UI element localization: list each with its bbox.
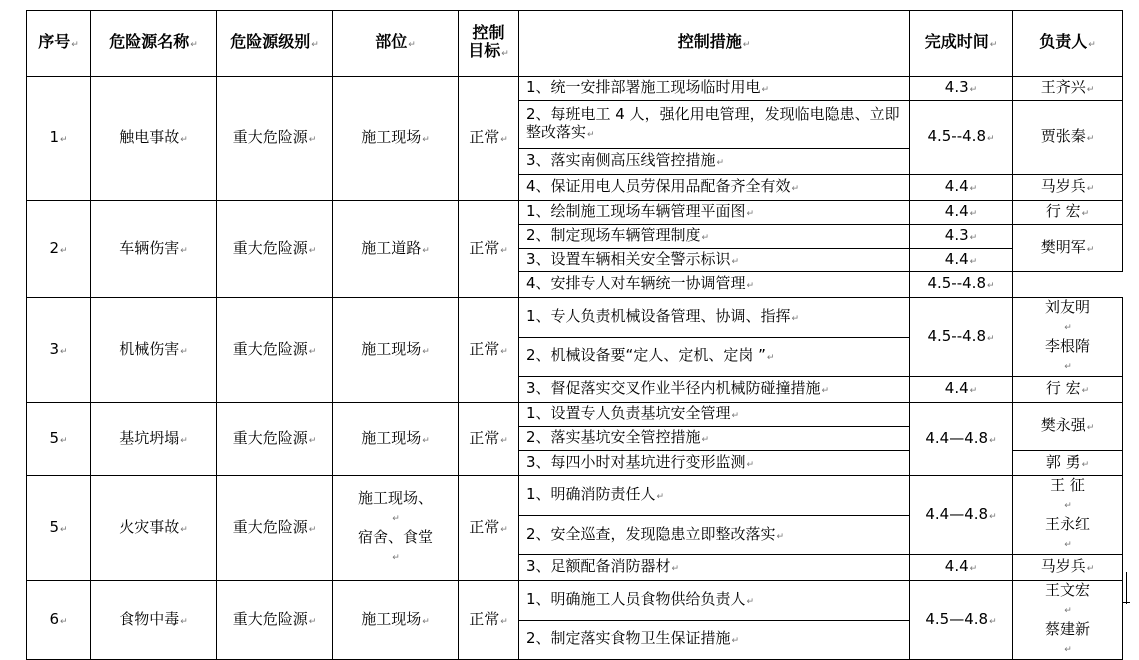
owner-cell (1013, 101, 1123, 175)
cell-text: 正常 (469, 517, 500, 536)
cell-text: 4、安排专人对车辆统一协调管理 (526, 274, 746, 292)
cell-line-wrap (1017, 476, 1118, 515)
paragraph-mark: ↵ (422, 135, 430, 145)
paragraph-mark: ↵ (60, 245, 68, 256)
cell-line: 刘友明 (1044, 298, 1090, 316)
completion-time-cell (910, 403, 1013, 476)
cell-text: 马岁兵 (1040, 177, 1086, 195)
cell-text: 1、绘制施工现场车辆管理平面图 (526, 202, 746, 220)
paragraph-mark: ↵ (969, 184, 978, 194)
paragraph-mark: ↵ (1081, 209, 1090, 219)
cell-text: 重大危险源 (232, 339, 308, 358)
paragraph-mark: ↵ (716, 158, 725, 168)
cell-line: 王永红 (1044, 515, 1090, 533)
cell-text: 4.4—4.8 (925, 504, 989, 523)
cell-text: 3、每四小时对基坑进行变形监测 (526, 452, 746, 471)
paragraph-mark: ↵ (308, 524, 317, 535)
cell-text: 1、专人负责机械设备管理、协调、指挥 (526, 306, 791, 325)
table-row (27, 581, 1123, 621)
paragraph-mark: ↵ (308, 135, 317, 145)
cell-line-wrap (1017, 515, 1118, 554)
cell-text: 触电事故 (119, 128, 180, 146)
paragraph-mark: ↵ (422, 245, 430, 256)
header-row (27, 11, 1123, 77)
cell-text: 1、设置专人负责基坑安全管理 (526, 404, 731, 422)
table-row (27, 403, 1123, 427)
paragraph-mark: ↵ (969, 233, 978, 243)
completion-time-cell (910, 298, 1013, 377)
measure-cell (519, 272, 910, 298)
completion-time-cell (910, 101, 1013, 175)
paragraph-mark: ↵ (766, 353, 775, 364)
measure-cell (519, 225, 910, 249)
hazard-level-cell (217, 403, 333, 476)
header-seq: 序号↵ (27, 11, 91, 77)
cell-text: 1、明确施工人员食物供给负责人 (526, 589, 746, 608)
hazard-level-cell (217, 201, 333, 298)
paragraph-mark: ↵ (987, 134, 995, 144)
header-target: 控制 目标↵ (459, 11, 519, 77)
paragraph-mark: ↵ (1064, 606, 1072, 616)
hazard-name-cell (91, 403, 217, 476)
paragraph-mark: ↵ (60, 135, 68, 145)
location-cell (333, 403, 459, 476)
paragraph-mark: ↵ (987, 281, 995, 291)
seq-cell (27, 476, 91, 581)
cell-text: 3、督促落实交叉作业半径内机械防碰撞措施 (526, 379, 821, 397)
target-cell (459, 77, 519, 201)
paragraph-mark: ↵ (180, 435, 188, 446)
paragraph-mark: ↵ (500, 135, 508, 145)
completion-time-cell (910, 249, 1013, 272)
completion-time-cell (910, 581, 1013, 660)
paragraph-mark: ↵ (308, 245, 317, 256)
cell-text: 3、设置车辆相关安全警示标识 (526, 249, 731, 268)
paragraph-mark: ↵ (989, 616, 997, 627)
cell-text: 4.4 (944, 177, 969, 195)
paragraph-mark: ↵ (1086, 184, 1095, 194)
paragraph-mark: ↵ (671, 564, 680, 574)
paragraph-mark: ↵ (180, 616, 188, 627)
target-cell (459, 403, 519, 476)
measure-cell (519, 476, 910, 516)
target-cell (459, 298, 519, 403)
paragraph-mark: ↵ (587, 130, 595, 140)
cell-text: 4.5--4.8 (927, 127, 986, 145)
header-time: 完成时间↵ (910, 11, 1013, 77)
cell-text: 重大危险源 (232, 428, 308, 447)
cell-text: 2、制定现场车辆管理制度 (526, 226, 701, 244)
cell-line-wrap (337, 528, 454, 567)
cell-text: 马岁兵 (1040, 557, 1086, 575)
text-cursor (1126, 572, 1127, 604)
measure-cell (519, 149, 910, 175)
measure-cell (519, 298, 910, 338)
paragraph-mark: ↵ (1081, 459, 1090, 470)
header-owner: 负责人↵ (1013, 11, 1123, 77)
seq-cell (27, 581, 91, 660)
paragraph-mark: ↵ (746, 459, 755, 470)
table-row (27, 476, 1123, 516)
hazard-name-cell (91, 201, 217, 298)
paragraph-mark: ↵ (987, 333, 995, 344)
header-location: 部位↵ (333, 11, 459, 77)
measure-cell (519, 101, 910, 149)
paragraph-mark: ↵ (500, 245, 508, 256)
measure-cell (519, 581, 910, 621)
cell-text: 行 宏 (1045, 379, 1081, 397)
completion-time-cell (910, 377, 1013, 403)
cell-text: 樊永强 (1040, 416, 1086, 434)
hazard-name-cell (91, 581, 217, 660)
cell-text: 机械伤害 (119, 339, 180, 358)
paragraph-mark: ↵ (761, 85, 770, 95)
location-cell (333, 298, 459, 403)
header-measures: 控制措施↵ (519, 11, 910, 77)
cell-text: 火灾事故 (119, 517, 180, 536)
paragraph-mark: ↵ (422, 435, 430, 446)
cell-text: 2、每班电工 4 人，强化用电管理，发现临电隐患、立即整改落实 (526, 105, 900, 141)
completion-time-cell (910, 476, 1013, 555)
paragraph-mark: ↵ (1064, 645, 1072, 655)
paragraph-mark: ↵ (969, 564, 978, 574)
owner-cell (1013, 77, 1123, 101)
cell-line-wrap (1017, 620, 1118, 659)
paragraph-mark: ↵ (731, 411, 740, 421)
paragraph-mark: ↵ (392, 514, 400, 524)
cell-line: 宿舍、食堂 (357, 528, 433, 546)
cell-line-wrap (337, 489, 454, 528)
cell-line-wrap (1017, 298, 1118, 337)
cell-text: 施工现场 (361, 609, 422, 628)
completion-time-cell (910, 175, 1013, 201)
location-cell (333, 201, 459, 298)
cell-text: 2、落实基坑安全管控措施 (526, 428, 701, 446)
paragraph-mark: ↵ (180, 346, 188, 357)
paragraph-mark: ↵ (180, 245, 188, 256)
cell-text: 5 (49, 428, 59, 447)
hazard-level-cell (217, 298, 333, 403)
owner-cell (1013, 451, 1123, 476)
hazard-name-cell (91, 476, 217, 581)
cell-text: 食物中毒 (119, 609, 180, 628)
cell-line-wrap (1017, 337, 1118, 376)
paragraph-mark: ↵ (746, 209, 755, 219)
paragraph-mark: ↵ (1081, 386, 1090, 396)
paragraph-mark: ↵ (969, 209, 978, 219)
measure-cell (519, 451, 910, 476)
paragraph-mark: ↵ (60, 524, 68, 535)
cell-text: 重大危险源 (232, 238, 308, 257)
owner-cell (1013, 225, 1123, 272)
cell-text: 正常 (469, 238, 500, 257)
measure-cell (519, 337, 910, 377)
table-row (27, 77, 1123, 101)
cell-text: 4.4 (944, 557, 969, 575)
cell-text: 3 (49, 339, 59, 358)
cell-text: 4.4 (944, 249, 969, 268)
table-row (27, 201, 1123, 225)
paragraph-mark: ↵ (821, 386, 830, 396)
cell-text: 4.5—4.8 (925, 609, 989, 628)
completion-time-cell (910, 555, 1013, 581)
paragraph-mark: ↵ (1086, 423, 1095, 433)
paragraph-mark: ↵ (731, 636, 740, 647)
paragraph-mark: ↵ (701, 233, 710, 243)
measure-cell (519, 555, 910, 581)
paragraph-mark: ↵ (791, 184, 800, 194)
target-cell (459, 581, 519, 660)
cell-text: 1 (49, 128, 59, 146)
cell-text: 重大危险源 (232, 609, 308, 628)
cell-text: 2、安全巡查，发现隐患立即整改落实 (526, 524, 776, 543)
measure-cell (519, 249, 910, 272)
owner-cell (1013, 555, 1123, 581)
paragraph-mark: ↵ (1064, 501, 1072, 511)
owner-cell (1013, 581, 1123, 660)
cell-text: 4.5--4.8 (927, 274, 986, 292)
cell-text: 2、制定落实食物卫生保证措施 (526, 629, 731, 648)
cell-text: 施工现场 (361, 339, 422, 358)
cell-text: 4.5--4.8 (927, 326, 986, 345)
cell-text: 2、机械设备要“定人、定机、定岗 ” (526, 346, 766, 365)
paragraph-mark: ↵ (422, 346, 430, 357)
paragraph-mark: ↵ (1064, 540, 1072, 550)
paragraph-mark: ↵ (1064, 323, 1072, 333)
paragraph-mark: ↵ (308, 346, 317, 357)
paragraph-mark: ↵ (969, 256, 978, 267)
cell-line: 王文宏 (1044, 581, 1090, 599)
cell-text: 重大危险源 (232, 517, 308, 536)
hazard-control-table (26, 10, 1123, 660)
cell-text: 正常 (469, 339, 500, 358)
cell-text: 车辆伤害 (119, 238, 180, 257)
owner-cell (1013, 403, 1123, 451)
cell-text: 4.4 (944, 379, 969, 397)
completion-time-cell (910, 201, 1013, 225)
measure-cell (519, 77, 910, 101)
header-level: 危险源级别↵ (217, 11, 333, 77)
paragraph-mark: ↵ (969, 85, 978, 95)
cell-text: 施工现场 (361, 128, 422, 146)
location-cell (333, 77, 459, 201)
paragraph-mark: ↵ (180, 135, 188, 145)
paragraph-mark: ↵ (989, 435, 997, 446)
cell-text: 4.3 (944, 78, 969, 96)
cell-text: 1、明确消防责任人 (526, 485, 656, 504)
cell-text: 正常 (469, 609, 500, 628)
paragraph-mark: ↵ (500, 346, 508, 357)
hazard-name-cell (91, 77, 217, 201)
paragraph-mark: ↵ (746, 596, 755, 607)
paragraph-mark: ↵ (392, 553, 400, 563)
paragraph-mark: ↵ (656, 492, 665, 503)
paragraph-mark: ↵ (1086, 85, 1095, 95)
paragraph-mark: ↵ (1086, 244, 1095, 255)
paragraph-mark: ↵ (746, 281, 755, 291)
hazard-name-cell (91, 298, 217, 403)
paragraph-mark: ↵ (308, 616, 317, 627)
cell-text: 基坑坍塌 (119, 428, 180, 447)
paragraph-mark: ↵ (969, 386, 978, 396)
seq-cell (27, 77, 91, 201)
paragraph-mark: ↵ (60, 435, 68, 446)
cell-text: 1、统一安排部署施工现场临时用电 (526, 78, 761, 96)
measure-cell (519, 201, 910, 225)
paragraph-mark: ↵ (1064, 362, 1072, 372)
location-cell (333, 581, 459, 660)
cell-text: 4.3 (944, 226, 969, 244)
owner-cell (1013, 476, 1123, 555)
paragraph-mark: ↵ (1086, 134, 1095, 144)
owner-cell (1013, 201, 1123, 225)
owner-cell (1013, 298, 1123, 377)
paragraph-mark: ↵ (60, 616, 68, 627)
cell-line: 李根隋 (1044, 337, 1090, 355)
seq-cell (27, 201, 91, 298)
cell-line: 施工现场、 (357, 489, 433, 507)
paragraph-mark: ↵ (1086, 564, 1095, 574)
cell-text: 樊明军 (1040, 237, 1086, 256)
owner-cell (1013, 377, 1123, 403)
cell-text: 正常 (469, 428, 500, 447)
hazard-level-cell (217, 581, 333, 660)
seq-cell (27, 403, 91, 476)
paragraph-mark: ↵ (422, 616, 430, 627)
target-cell (459, 476, 519, 581)
cell-text: 施工道路 (361, 238, 422, 257)
cell-line: 王 征 (1050, 476, 1085, 494)
paragraph-mark: ↵ (500, 435, 508, 446)
cell-text: 重大危险源 (232, 128, 308, 146)
hazard-level-cell (217, 476, 333, 581)
cell-text: 6 (49, 609, 59, 628)
cell-text: 郭 勇 (1045, 452, 1081, 471)
cell-text: 4.4—4.8 (925, 428, 989, 447)
cell-text: 4、保证用电人员劳保用品配备齐全有效 (526, 177, 791, 195)
paragraph-mark: ↵ (180, 524, 188, 535)
measure-cell (519, 427, 910, 451)
paragraph-mark: ↵ (308, 435, 317, 446)
cell-text: 行 宏 (1045, 202, 1081, 220)
cell-text: 3、落实南侧高压线管控措施 (526, 151, 716, 169)
target-cell (459, 201, 519, 298)
measure-cell (519, 620, 910, 660)
measure-cell (519, 377, 910, 403)
paragraph-mark: ↵ (500, 616, 508, 627)
paragraph-mark: ↵ (989, 511, 997, 522)
paragraph-mark: ↵ (791, 313, 800, 324)
cell-text: 3、足额配备消防器材 (526, 557, 671, 575)
paragraph-mark: ↵ (701, 435, 710, 445)
paragraph-mark: ↵ (500, 524, 508, 535)
measure-cell (519, 403, 910, 427)
table-row (27, 298, 1123, 338)
paragraph-mark: ↵ (776, 531, 785, 542)
cell-text: 王齐兴 (1040, 78, 1086, 96)
hazard-level-cell (217, 77, 333, 201)
cell-text: 贾张秦 (1040, 127, 1086, 145)
completion-time-cell (910, 77, 1013, 101)
completion-time-cell (910, 272, 1013, 298)
completion-time-cell (910, 225, 1013, 249)
cell-line: 蔡建新 (1044, 620, 1090, 638)
header-name: 危险源名称↵ (91, 11, 217, 77)
location-cell (333, 476, 459, 581)
seq-cell (27, 298, 91, 403)
cell-text: 施工现场 (361, 428, 422, 447)
cell-text: 5 (49, 517, 59, 536)
cell-text: 2 (49, 238, 59, 257)
paragraph-mark: ↵ (731, 256, 740, 267)
measure-cell (519, 516, 910, 555)
cell-text: 4.4 (944, 202, 969, 220)
cell-line-wrap (1017, 581, 1118, 620)
owner-cell (1013, 175, 1123, 201)
cell-text: 正常 (469, 128, 500, 146)
paragraph-mark: ↵ (60, 346, 68, 357)
measure-cell (519, 175, 910, 201)
